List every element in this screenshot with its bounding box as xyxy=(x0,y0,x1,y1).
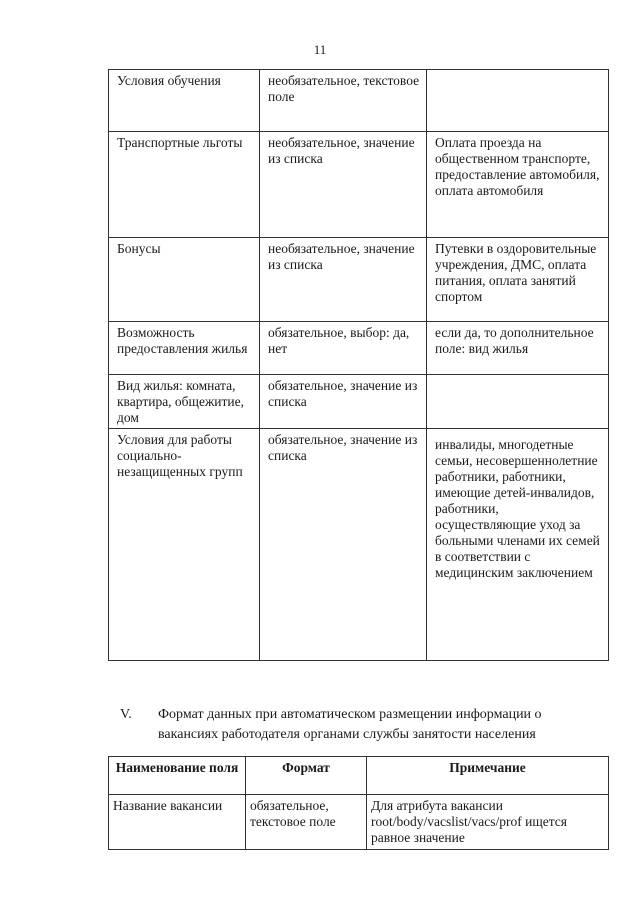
table-row xyxy=(109,238,609,322)
section-number: V. xyxy=(120,707,132,722)
format-cell: необязательное, текстовое поле xyxy=(260,70,427,132)
table-row xyxy=(109,322,609,375)
table-header-row xyxy=(109,757,609,795)
column-header: Примечание xyxy=(367,757,609,795)
note-cell: Оплата проезда на общественном транспорте, предоставление автомобиля, оплата автомобиля xyxy=(427,132,609,238)
requirements-table xyxy=(108,69,609,661)
format-cell: обязательное, значение из списка xyxy=(260,375,427,429)
data-format-table xyxy=(108,756,609,850)
section-heading xyxy=(120,705,600,745)
section-title: Формат данных при автоматическом размещении информации о вакансиях работодателя органами службы занятости населения xyxy=(158,707,542,742)
field-name-cell: Бонусы xyxy=(109,238,260,322)
format-cell: необязательное, значение из списка xyxy=(260,238,427,322)
format-cell: необязательное, значение из списка xyxy=(260,132,427,238)
format-cell: обязательное, текстовое поле xyxy=(246,795,367,850)
note-cell: Путевки в оздоровительные учреждения, ДМС, оплата питания, оплата занятий спортом xyxy=(427,238,609,322)
field-name-cell: Транспортные льготы xyxy=(109,132,260,238)
note-cell: Для атрибута вакансии root/body/vacslist/vacs/prof ищется равное значение xyxy=(367,795,609,850)
note-cell: если да, то дополнительное поле: вид жилья xyxy=(427,322,609,375)
format-cell: обязательное, выбор: да, нет xyxy=(260,322,427,375)
field-name-cell: Название вакансии xyxy=(109,795,246,850)
field-name-cell: Возможность предоставления жилья xyxy=(109,322,260,375)
column-header: Формат xyxy=(246,757,367,795)
field-name-cell: Вид жилья: комната, квартира, общежитие, дом xyxy=(109,375,260,429)
note-cell xyxy=(427,375,609,429)
field-name-cell: Условия обучения xyxy=(109,70,260,132)
column-header: Наименование поля xyxy=(109,757,246,795)
note-cell: инвалиды, многодетные семьи, несовершеннолетние работники, работники, имеющие детей-инвалидов, работники, осуществляющие уход за больными членами их семей в соответствии с медицинским заключением xyxy=(427,429,609,661)
page-number: 11 xyxy=(313,42,327,57)
note-cell xyxy=(427,70,609,132)
table-row xyxy=(109,795,609,850)
format-cell: обязательное, значение из списка xyxy=(260,429,427,661)
table-row xyxy=(109,132,609,238)
table-row xyxy=(109,375,609,429)
field-name-cell: Условия для работы социально-незащищенных групп xyxy=(109,429,260,661)
table-row xyxy=(109,429,609,661)
table-row xyxy=(109,70,609,132)
